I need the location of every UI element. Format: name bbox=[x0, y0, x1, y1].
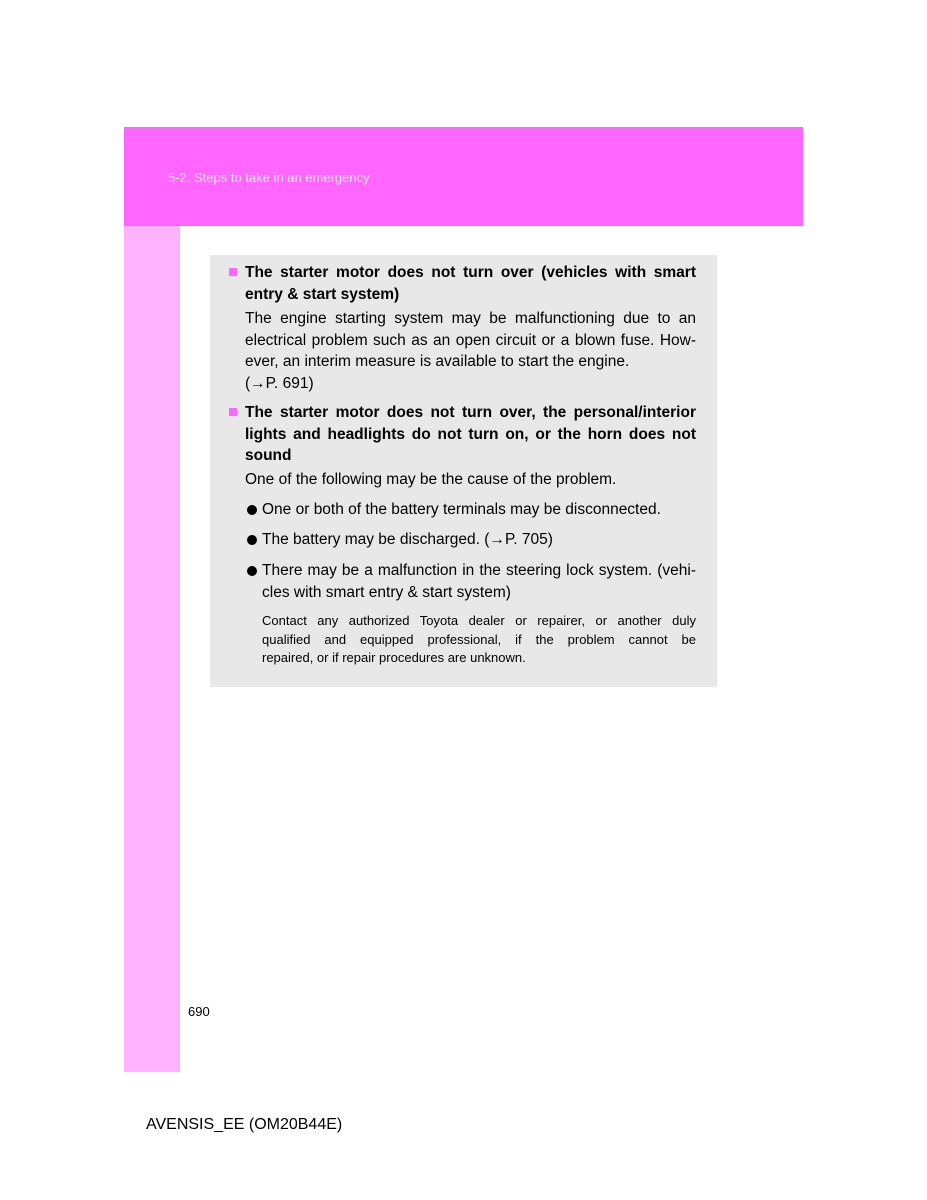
page-reference: (→P. 691) bbox=[245, 374, 314, 392]
heading-line: lights and headlights do not turn on, or the horn does not bbox=[245, 425, 696, 443]
dealer-note bbox=[262, 612, 696, 668]
section-heading bbox=[245, 402, 696, 467]
list-item bbox=[262, 499, 696, 521]
list-item-line: One or both of the battery terminals may be disconnected. bbox=[262, 501, 661, 518]
note-line: repaired, or if repair procedures are unknown. bbox=[262, 650, 526, 665]
section-body bbox=[245, 469, 696, 491]
bullet-dot-icon bbox=[247, 505, 257, 515]
list-item bbox=[262, 560, 696, 603]
list-item-line: There may be a malfunction in the steering lock system. (vehi- bbox=[262, 562, 696, 579]
section-title: 5-2. Steps to take in an emergency bbox=[168, 170, 370, 185]
body-line: One of the following may be the cause of the problem. bbox=[245, 471, 617, 488]
chapter-header-band bbox=[124, 127, 803, 226]
body-line: The engine starting system may be malfunctioning due to an bbox=[245, 310, 696, 327]
note-line: Contact any authorized Toyota dealer or repairer, or another duly bbox=[262, 613, 696, 628]
heading-line: sound bbox=[245, 447, 292, 464]
note-line: qualified and equipped professional, if the problem cannot be bbox=[262, 631, 696, 647]
square-bullet-icon bbox=[229, 408, 237, 416]
body-line: electrical problem such as an open circuit or a blown fuse. How- bbox=[245, 331, 696, 349]
info-box bbox=[210, 255, 717, 687]
section-body bbox=[245, 308, 696, 394]
bullet-dot-icon bbox=[247, 535, 257, 545]
bullet-dot-icon bbox=[247, 566, 257, 576]
list-item bbox=[262, 529, 696, 551]
heading-line: The starter motor does not turn over (vehicles with smart bbox=[245, 264, 696, 281]
section-heading bbox=[245, 262, 696, 305]
footer-model-code: AVENSIS_EE (OM20B44E) bbox=[146, 1116, 343, 1133]
heading-line: The starter motor does not turn over, the personal/interior bbox=[245, 404, 696, 421]
side-strip bbox=[124, 226, 180, 1072]
heading-line: entry & start system) bbox=[245, 285, 400, 303]
list-item-line: The battery may be discharged. (→P. 705) bbox=[262, 531, 553, 548]
list-item-line: cles with smart entry & start system) bbox=[262, 583, 511, 601]
page-number: 690 bbox=[188, 1004, 210, 1019]
square-bullet-icon bbox=[229, 268, 237, 276]
body-line: ever, an interim measure is available to start the engine. bbox=[245, 353, 630, 370]
